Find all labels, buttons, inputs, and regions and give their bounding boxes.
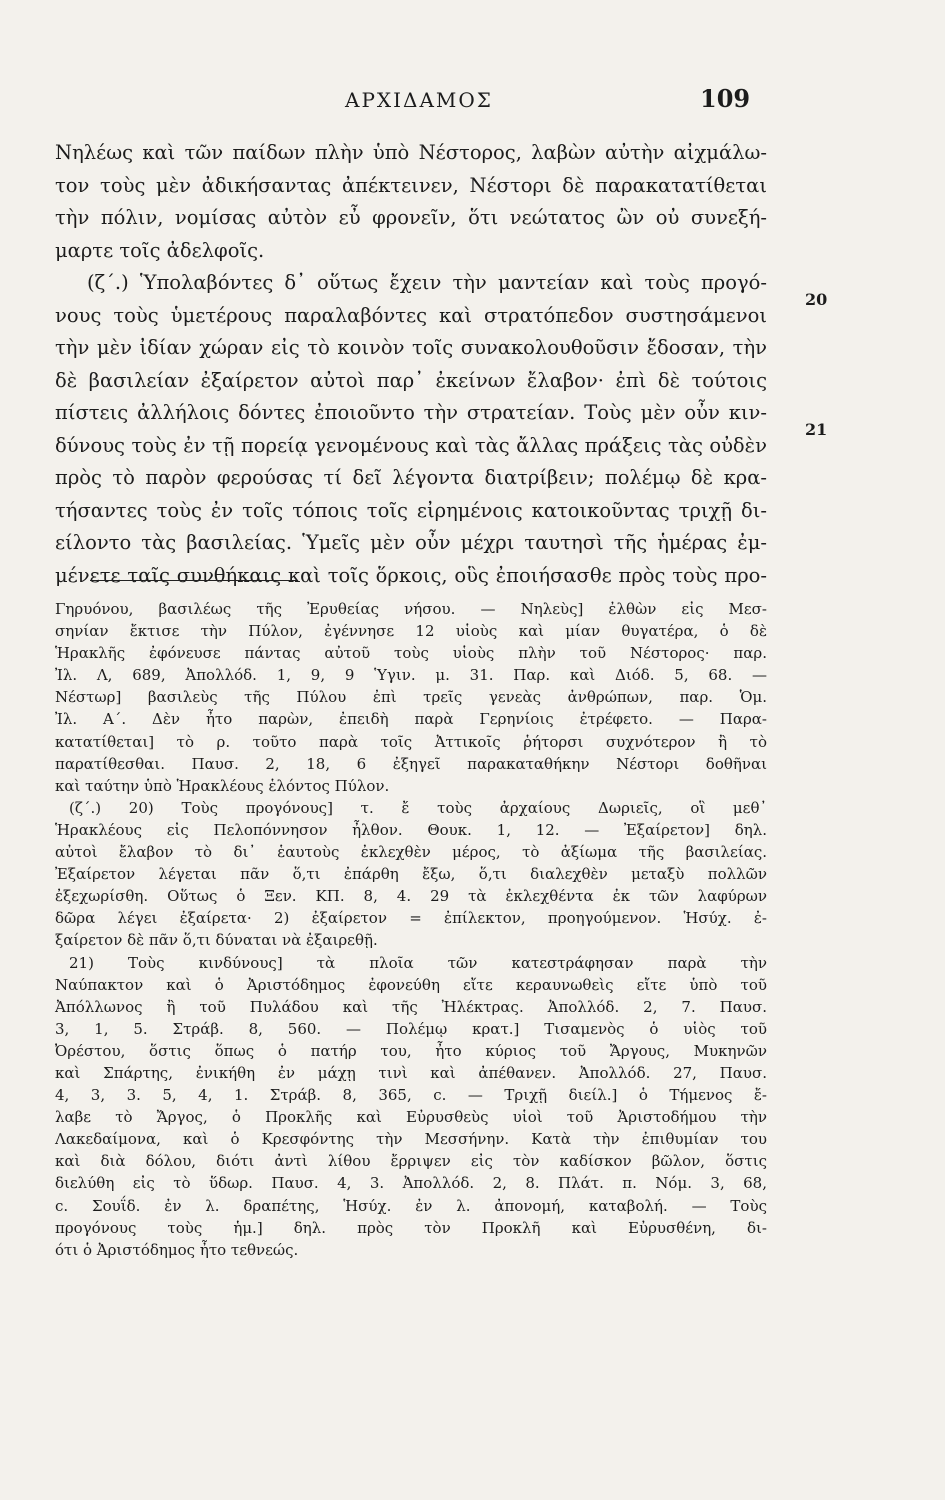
footnote-line: Ὀρέστου, ὅστις ὅπως ὁ πατήρ του, ἦτο κύριος τοῦ Ἄργους, Μυκηνῶν <box>55 1041 767 1060</box>
footnote-line: 4, 3, 3. 5, 4, 1. Στράβ. 8, 365, c. — Τριχῇ διείλ.] ὁ Τήμενος ἔ- <box>55 1086 767 1105</box>
footnote-line: δῶρα λέγει ἐξαίρετα· 2) ἐξαίρετον = ἐπίλεκτον, προηγούμενον. Ἡσύχ. ἐ- <box>55 909 767 928</box>
footnote-line: ότι ὁ Ἀριστόδημος ἦτο τεθνεώς. <box>55 1240 299 1259</box>
text-line: νους τοὺς ὑμετέρους παραλαβόντες καὶ στρατόπεδον συστησάμενοι <box>55 303 767 327</box>
text-line: Νηλέως καὶ τῶν παίδων πλὴν ὑπὸ Νέστορος, λαβὼν αὐτὴν αἰχμάλω- <box>55 141 767 164</box>
margin-section-number: 21 <box>805 420 828 439</box>
page-number: 109 <box>700 84 751 113</box>
footnote-line: Ἀπόλλωνος ἢ τοῦ Πυλάδου καὶ τῆς Ἠλέκτρας. Ἀπολλόδ. 2, 7. Παυσ. <box>55 997 767 1016</box>
text-line: μένετε ταῖς συνθήκαις καὶ τοῖς ὅρκοις, οὓς ἐποιήσασθε πρὸς τοὺς προ- <box>55 563 767 587</box>
text-line: τον τοὺς μὲν ἀδικήσαντας ἀπέκτεινεν, Νέστορι δὲ παρακατατίθεται <box>55 173 767 197</box>
footnote-line: Ἡρακλέους εἰς Πελοπόννησον ἦλθον. Θουκ. 1, 12. — Ἐξαίρετον] δηλ. <box>55 820 767 839</box>
text-line: τήσαντες τοὺς ἐν τοῖς τόποις τοῖς εἰρημένοις κατοικοῦντας τριχῇ δι- <box>55 498 767 522</box>
footnote-line: 3, 1, 5. Στράβ. 8, 560. — Πολέμῳ κρατ.] Τισαμενὸς ὁ υἱὸς τοῦ <box>55 1019 767 1038</box>
footnote-line: προγόνους τοὺς ἡμ.] δηλ. πρὸς τὸν Προκλῆ καὶ Εὐρυσθένη, δι- <box>55 1218 767 1237</box>
footnote-line: ἐξεχωρίσθη. Οὕτως ὁ Ξεν. ΚΠ. 8, 4. 29 τὰ ἐκλεχθέντα ἐκ τῶν λαφύρων <box>55 887 767 906</box>
footnote-line: Νέστωρ] βασιλεὺς τῆς Πύλου ἐπὶ τρεῖς γενεὰς ἀνθρώπων, παρ. Ὁμ. <box>55 688 767 707</box>
footnote-line: ξαίρετον δὲ πᾶν ὅ,τι δύναται νὰ ἐξαιρεθῇ. <box>55 931 378 950</box>
footnote-line: Λακεδαίμονα, καὶ ὁ Κρεσφόντης τὴν Μεσσήνην. Κατὰ τὴν ἐπιθυμίαν του <box>55 1130 767 1149</box>
text-line: τὴν πόλιν, νομίσας αὐτὸν εὖ φρονεῖν, ὅτι νεώτατος ὢν οὐ συνεξή- <box>55 206 767 229</box>
footnote-line: σηνίαν ἔκτισε τὴν Πύλον, ἐγέννησε 12 υἱοὺς καὶ μίαν θυγατέρα, ὁ δὲ <box>55 622 767 641</box>
footnote-line: λαβε τὸ Ἄργος, ὁ Προκλῆς καὶ Εὐρυσθεὺς υἱοὶ τοῦ Ἀριστοδήμου τὴν <box>55 1108 767 1127</box>
footnotes <box>55 598 767 1261</box>
text-line: μαρτε τοῖς ἀδελφοῖς. <box>55 238 265 262</box>
footnote-line: Ἰλ. Λ, 689, Ἀπολλόδ. 1, 9, 9 Ὑγιν. μ. 31. Παρ. καὶ Διόδ. 5, 68. — <box>55 666 767 685</box>
header-title: ΑΡΧΙΔΑΜΟΣ <box>345 88 493 112</box>
text-line: (ζ΄.) Ὑπολαβόντες δ᾽ οὕτως ἔχειν τὴν μαντείαν καὶ τοὺς προγό- <box>87 271 767 294</box>
footnote-line: 21) Τοὺς κινδύνους] τὰ πλοῖα τῶν κατεστράφησαν παρὰ τὴν <box>69 953 767 972</box>
text-line: πρὸς τὸ παρὸν φερούσας τί δεῖ λέγοντα διατρίβειν; πολέμῳ δὲ κρα- <box>55 466 767 489</box>
footnote-line: καὶ διὰ δόλου, διότι ἀντὶ λίθου ἔρριψεν εἰς τὸν καδίσκον βῶλον, ὅστις <box>55 1152 767 1171</box>
main-text <box>55 137 767 592</box>
running-header <box>0 84 945 124</box>
footnote-line: Ἡρακλῆς ἐφόνευσε πάντας αὐτοῦ τοὺς υἱοὺς πλὴν τοῦ Νέστορος· παρ. <box>55 644 767 663</box>
text-line: τὴν μὲν ἰδίαν χώραν εἰς τὸ κοινὸν τοῖς συνακολουθοῦσιν ἔδοσαν, τὴν <box>55 336 767 359</box>
text-line: δύνους τοὺς ἐν τῇ πορείᾳ γενομένους καὶ τὰς ἄλλας πράξεις τὰς οὐδὲν <box>55 433 767 457</box>
text-line: δὲ βασιλείαν ἐξαίρετον αὐτοὶ παρ᾽ ἐκείνων ἔλαβον· ἐπὶ δὲ τούτοις <box>55 368 767 392</box>
footnote-line: (ζ΄.) 20) Τοὺς προγόνους] τ. ἔ τοὺς ἀρχαίους Δωριεῖς, οἳ μεθ᾽ <box>69 798 767 817</box>
footnote-line: Γηρυόνου, βασιλέως τῆς Ἐρυθείας νήσου. — Νηλεὺς] ἐλθὼν εἰς Μεσ- <box>55 600 767 618</box>
footnote-line: κατατίθεται] τὸ ρ. τοῦτο παρὰ τοῖς Ἀττικοῖς ῥήτορσι συχνότερον ἢ τὸ <box>55 732 767 751</box>
footnote-line: Ἐξαίρετον λέγεται πᾶν ὅ,τι ἐπάρθη ἔξω, ὅ,τι διαλεχθὲν μεταξὺ πολλῶν <box>55 865 767 884</box>
footnote-line: καὶ Σπάρτης, ἐνικήθη ἐν μάχῃ τινὶ καὶ ἀπέθανεν. Ἀπολλόδ. 27, Παυσ. <box>55 1063 767 1082</box>
footnote-line: διελύθη εἰς τὸ ὕδωρ. Παυσ. 4, 3. Ἀπολλόδ. 2, 8. Πλάτ. π. Νόμ. 3, 68, <box>55 1174 767 1193</box>
footnote-line: Ναύπακτον καὶ ὁ Ἀριστόδημος ἐφονεύθη εἴτε κεραυνωθεὶς εἴτε ὑπὸ τοῦ <box>55 975 767 994</box>
footnote-line: Ἰλ. Α΄. Δὲν ἦτο παρὼν, ἐπειδὴ παρὰ Γερηνίοις ἐτρέφετο. — Παρα- <box>55 710 767 729</box>
margin-section-number: 20 <box>805 290 828 309</box>
footnote-line: παρατίθεσθαι. Παυσ. 2, 18, 6 ἐξηγεῖ παρακαταθήκην Νέστορι δοθῆναι <box>55 754 767 773</box>
text-line: είλοντο τὰς βασιλείας. Ὑμεῖς μὲν οὖν μέχρι ταυτησὶ τῆς ἡμέρας ἐμ- <box>55 531 767 554</box>
footnote-line: c. Σουΐδ. ἐν λ. δραπέτης, Ἡσύχ. ἐν λ. ἀπονομή, καταβολή. — Τοὺς <box>55 1196 767 1215</box>
footnote-line: αὐτοὶ ἔλαβον τὸ δι᾽ ἑαυτοὺς ἐκλεχθὲν μέρος, τὸ ἀξίωμα τῆς βασιλείας. <box>55 843 767 862</box>
text-line: πίστεις ἀλλήλοις δόντες ἐποιοῦντο τὴν στρατείαν. Τοὺς μὲν οὖν κιν- <box>55 401 767 424</box>
footnote-line: καὶ ταύτην ὑπὸ Ἡρακλέους ἑλόντος Πύλον. <box>55 776 390 795</box>
footnote-rule <box>90 580 298 581</box>
